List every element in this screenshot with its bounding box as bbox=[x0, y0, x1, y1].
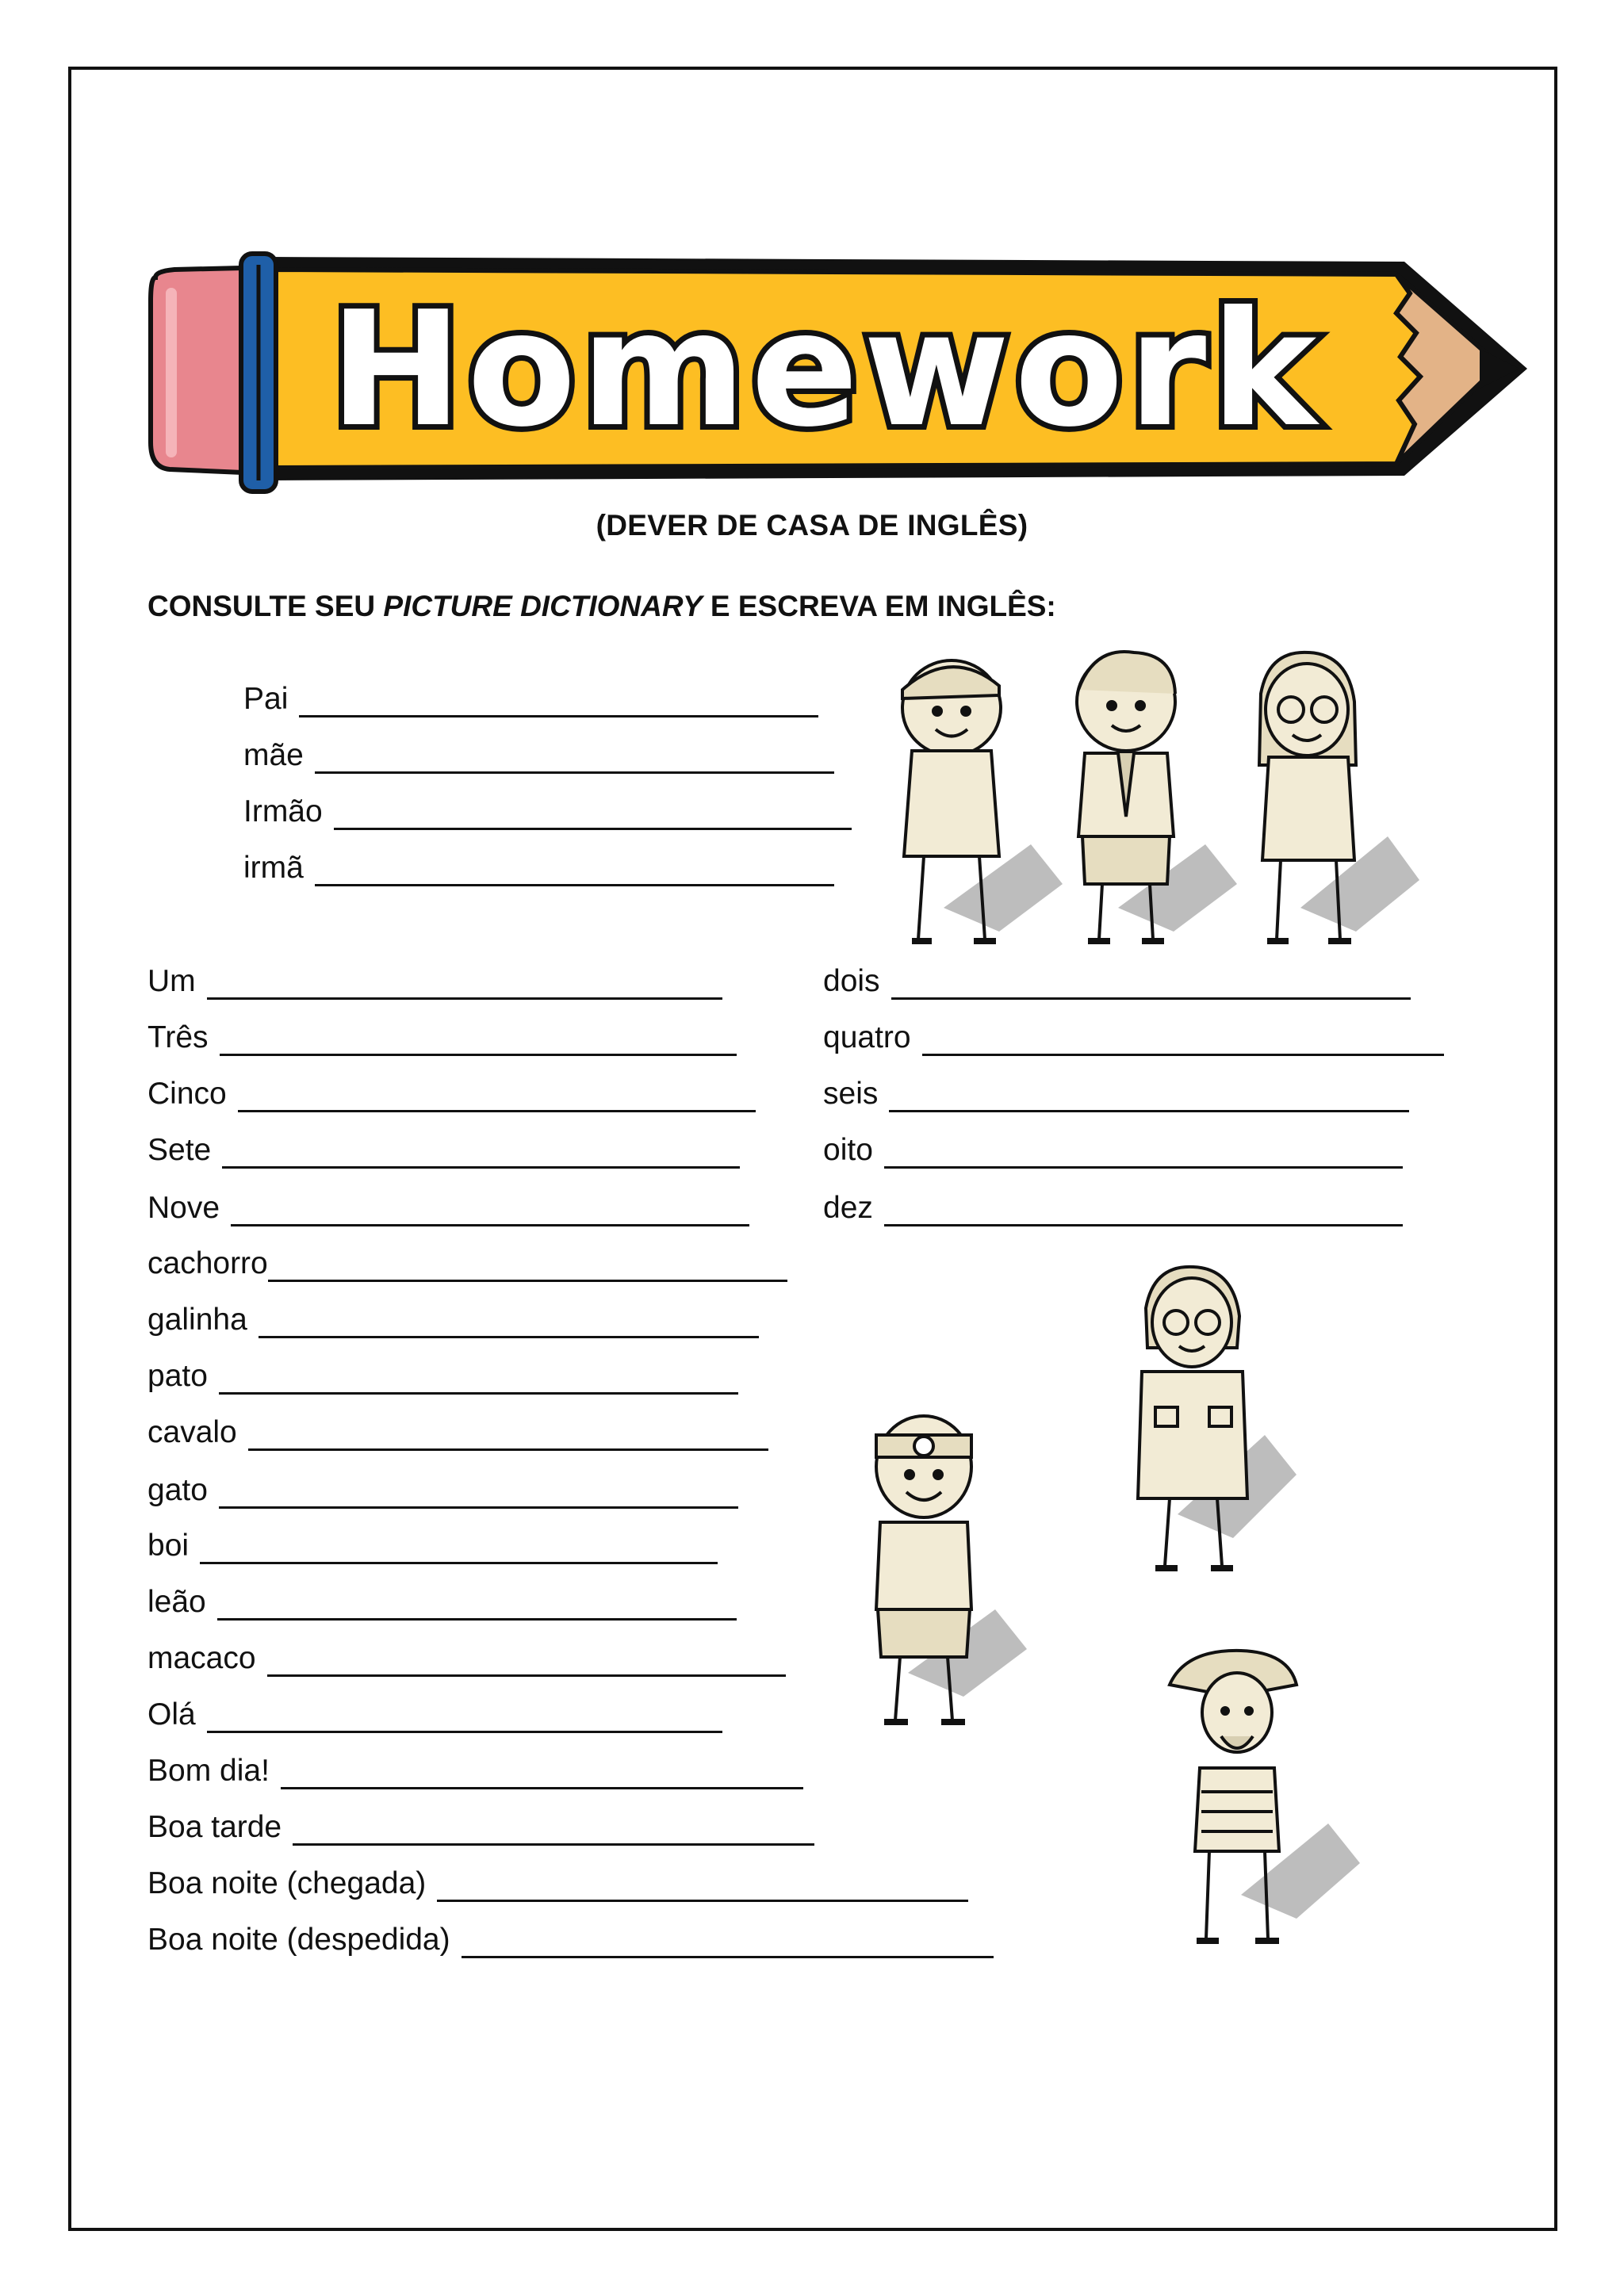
field-label: Boa tarde bbox=[147, 1810, 282, 1844]
field-label: leão bbox=[147, 1585, 206, 1619]
old-man-illustration bbox=[1154, 1641, 1376, 1958]
answer-field-quatro bbox=[823, 1016, 1444, 1056]
answer-field-bom-dia bbox=[147, 1750, 803, 1789]
field-label: Irmão bbox=[243, 794, 323, 828]
answer-field-gato bbox=[147, 1469, 738, 1509]
answer-field-oito bbox=[823, 1129, 1403, 1169]
field-label: dois bbox=[823, 964, 880, 998]
answer-field-macaco bbox=[147, 1637, 786, 1677]
answer-field-boa-noite-chegada bbox=[147, 1862, 968, 1902]
answer-field-cachorro bbox=[147, 1242, 787, 1282]
answer-line[interactable] bbox=[259, 1301, 759, 1338]
answer-line[interactable] bbox=[334, 793, 852, 830]
woman-illustration bbox=[1106, 1261, 1312, 1578]
field-label: Cinco bbox=[147, 1077, 227, 1111]
answer-line[interactable] bbox=[267, 1640, 786, 1677]
answer-field-um bbox=[147, 960, 722, 1000]
field-label: Pai bbox=[243, 682, 289, 716]
answer-line[interactable] bbox=[884, 1131, 1403, 1169]
answer-field-dez bbox=[823, 1187, 1403, 1226]
answer-field-leao bbox=[147, 1581, 737, 1621]
answer-field-sete bbox=[147, 1129, 740, 1169]
answer-line[interactable] bbox=[884, 1189, 1403, 1226]
field-label: Sete bbox=[147, 1133, 212, 1167]
answer-line[interactable] bbox=[222, 1131, 740, 1169]
field-label: Olá bbox=[147, 1697, 196, 1732]
answer-field-boa-tarde bbox=[147, 1806, 814, 1846]
answer-field-nove bbox=[147, 1187, 749, 1226]
answer-line[interactable] bbox=[293, 1808, 814, 1846]
field-label: gato bbox=[147, 1473, 208, 1507]
answer-field-irmao bbox=[243, 790, 852, 830]
boy-headband-illustration bbox=[837, 1403, 1043, 1736]
answer-line[interactable] bbox=[219, 1471, 738, 1509]
answer-field-boa-noite-despedida bbox=[147, 1919, 994, 1958]
answer-field-irma bbox=[243, 847, 834, 886]
answer-field-pai bbox=[243, 678, 818, 718]
field-label: Nove bbox=[147, 1191, 220, 1225]
field-label: galinha bbox=[147, 1303, 247, 1337]
field-label: Um bbox=[147, 964, 196, 998]
answer-field-mae bbox=[243, 734, 834, 774]
answer-line[interactable] bbox=[207, 1696, 722, 1733]
answer-field-galinha bbox=[147, 1299, 759, 1338]
field-label: Boa noite (chegada) bbox=[147, 1866, 427, 1900]
field-label: seis bbox=[823, 1077, 879, 1111]
field-label: oito bbox=[823, 1133, 873, 1167]
answer-field-cavalo bbox=[147, 1411, 768, 1451]
answer-line[interactable] bbox=[200, 1527, 718, 1564]
answer-line[interactable] bbox=[299, 680, 818, 718]
field-label: Bom dia! bbox=[147, 1754, 270, 1788]
answer-field-ola bbox=[147, 1693, 722, 1733]
field-label: Três bbox=[147, 1020, 209, 1054]
answer-line[interactable] bbox=[219, 1357, 738, 1395]
instruction: CONSULTE SEU PICTURE DICTIONARY E ESCREVA EM INGLÊS: bbox=[147, 590, 1056, 622]
answer-line[interactable] bbox=[281, 1752, 803, 1789]
answer-line[interactable] bbox=[231, 1189, 749, 1226]
field-label: boi bbox=[147, 1529, 190, 1563]
answer-field-seis bbox=[823, 1073, 1409, 1112]
answer-line[interactable] bbox=[220, 1019, 737, 1056]
homework-pencil-banner bbox=[147, 230, 1527, 507]
banner-title: Homework bbox=[329, 277, 1322, 462]
answer-line[interactable] bbox=[437, 1865, 968, 1902]
answer-line[interactable] bbox=[462, 1921, 994, 1958]
answer-line[interactable] bbox=[217, 1583, 737, 1621]
field-label: quatro bbox=[823, 1020, 911, 1054]
answer-field-boi bbox=[147, 1525, 718, 1564]
answer-line[interactable] bbox=[891, 962, 1411, 1000]
field-label: cachorro bbox=[147, 1246, 268, 1280]
pencil-eraser bbox=[151, 268, 243, 473]
answer-line[interactable] bbox=[238, 1075, 756, 1112]
answer-line[interactable] bbox=[889, 1075, 1409, 1112]
answer-line[interactable] bbox=[248, 1414, 768, 1451]
answer-line[interactable] bbox=[315, 737, 834, 774]
answer-field-dois bbox=[823, 960, 1411, 1000]
field-label: macaco bbox=[147, 1641, 256, 1675]
field-label: Boa noite (despedida) bbox=[147, 1923, 450, 1957]
answer-line[interactable] bbox=[207, 962, 722, 1000]
field-label: cavalo bbox=[147, 1415, 237, 1449]
answer-line[interactable] bbox=[922, 1019, 1444, 1056]
answer-field-cinco bbox=[147, 1073, 756, 1112]
field-label: pato bbox=[147, 1359, 208, 1393]
answer-field-pato bbox=[147, 1355, 738, 1395]
subtitle: (DEVER DE CASA DE INGLÊS) bbox=[596, 509, 1028, 541]
field-label: dez bbox=[823, 1191, 873, 1225]
field-label: mãe bbox=[243, 738, 304, 772]
field-label: irmã bbox=[243, 851, 304, 885]
kids-illustration bbox=[880, 646, 1435, 963]
answer-line[interactable] bbox=[268, 1245, 787, 1282]
answer-line[interactable] bbox=[315, 849, 834, 886]
answer-field-tres bbox=[147, 1016, 737, 1056]
